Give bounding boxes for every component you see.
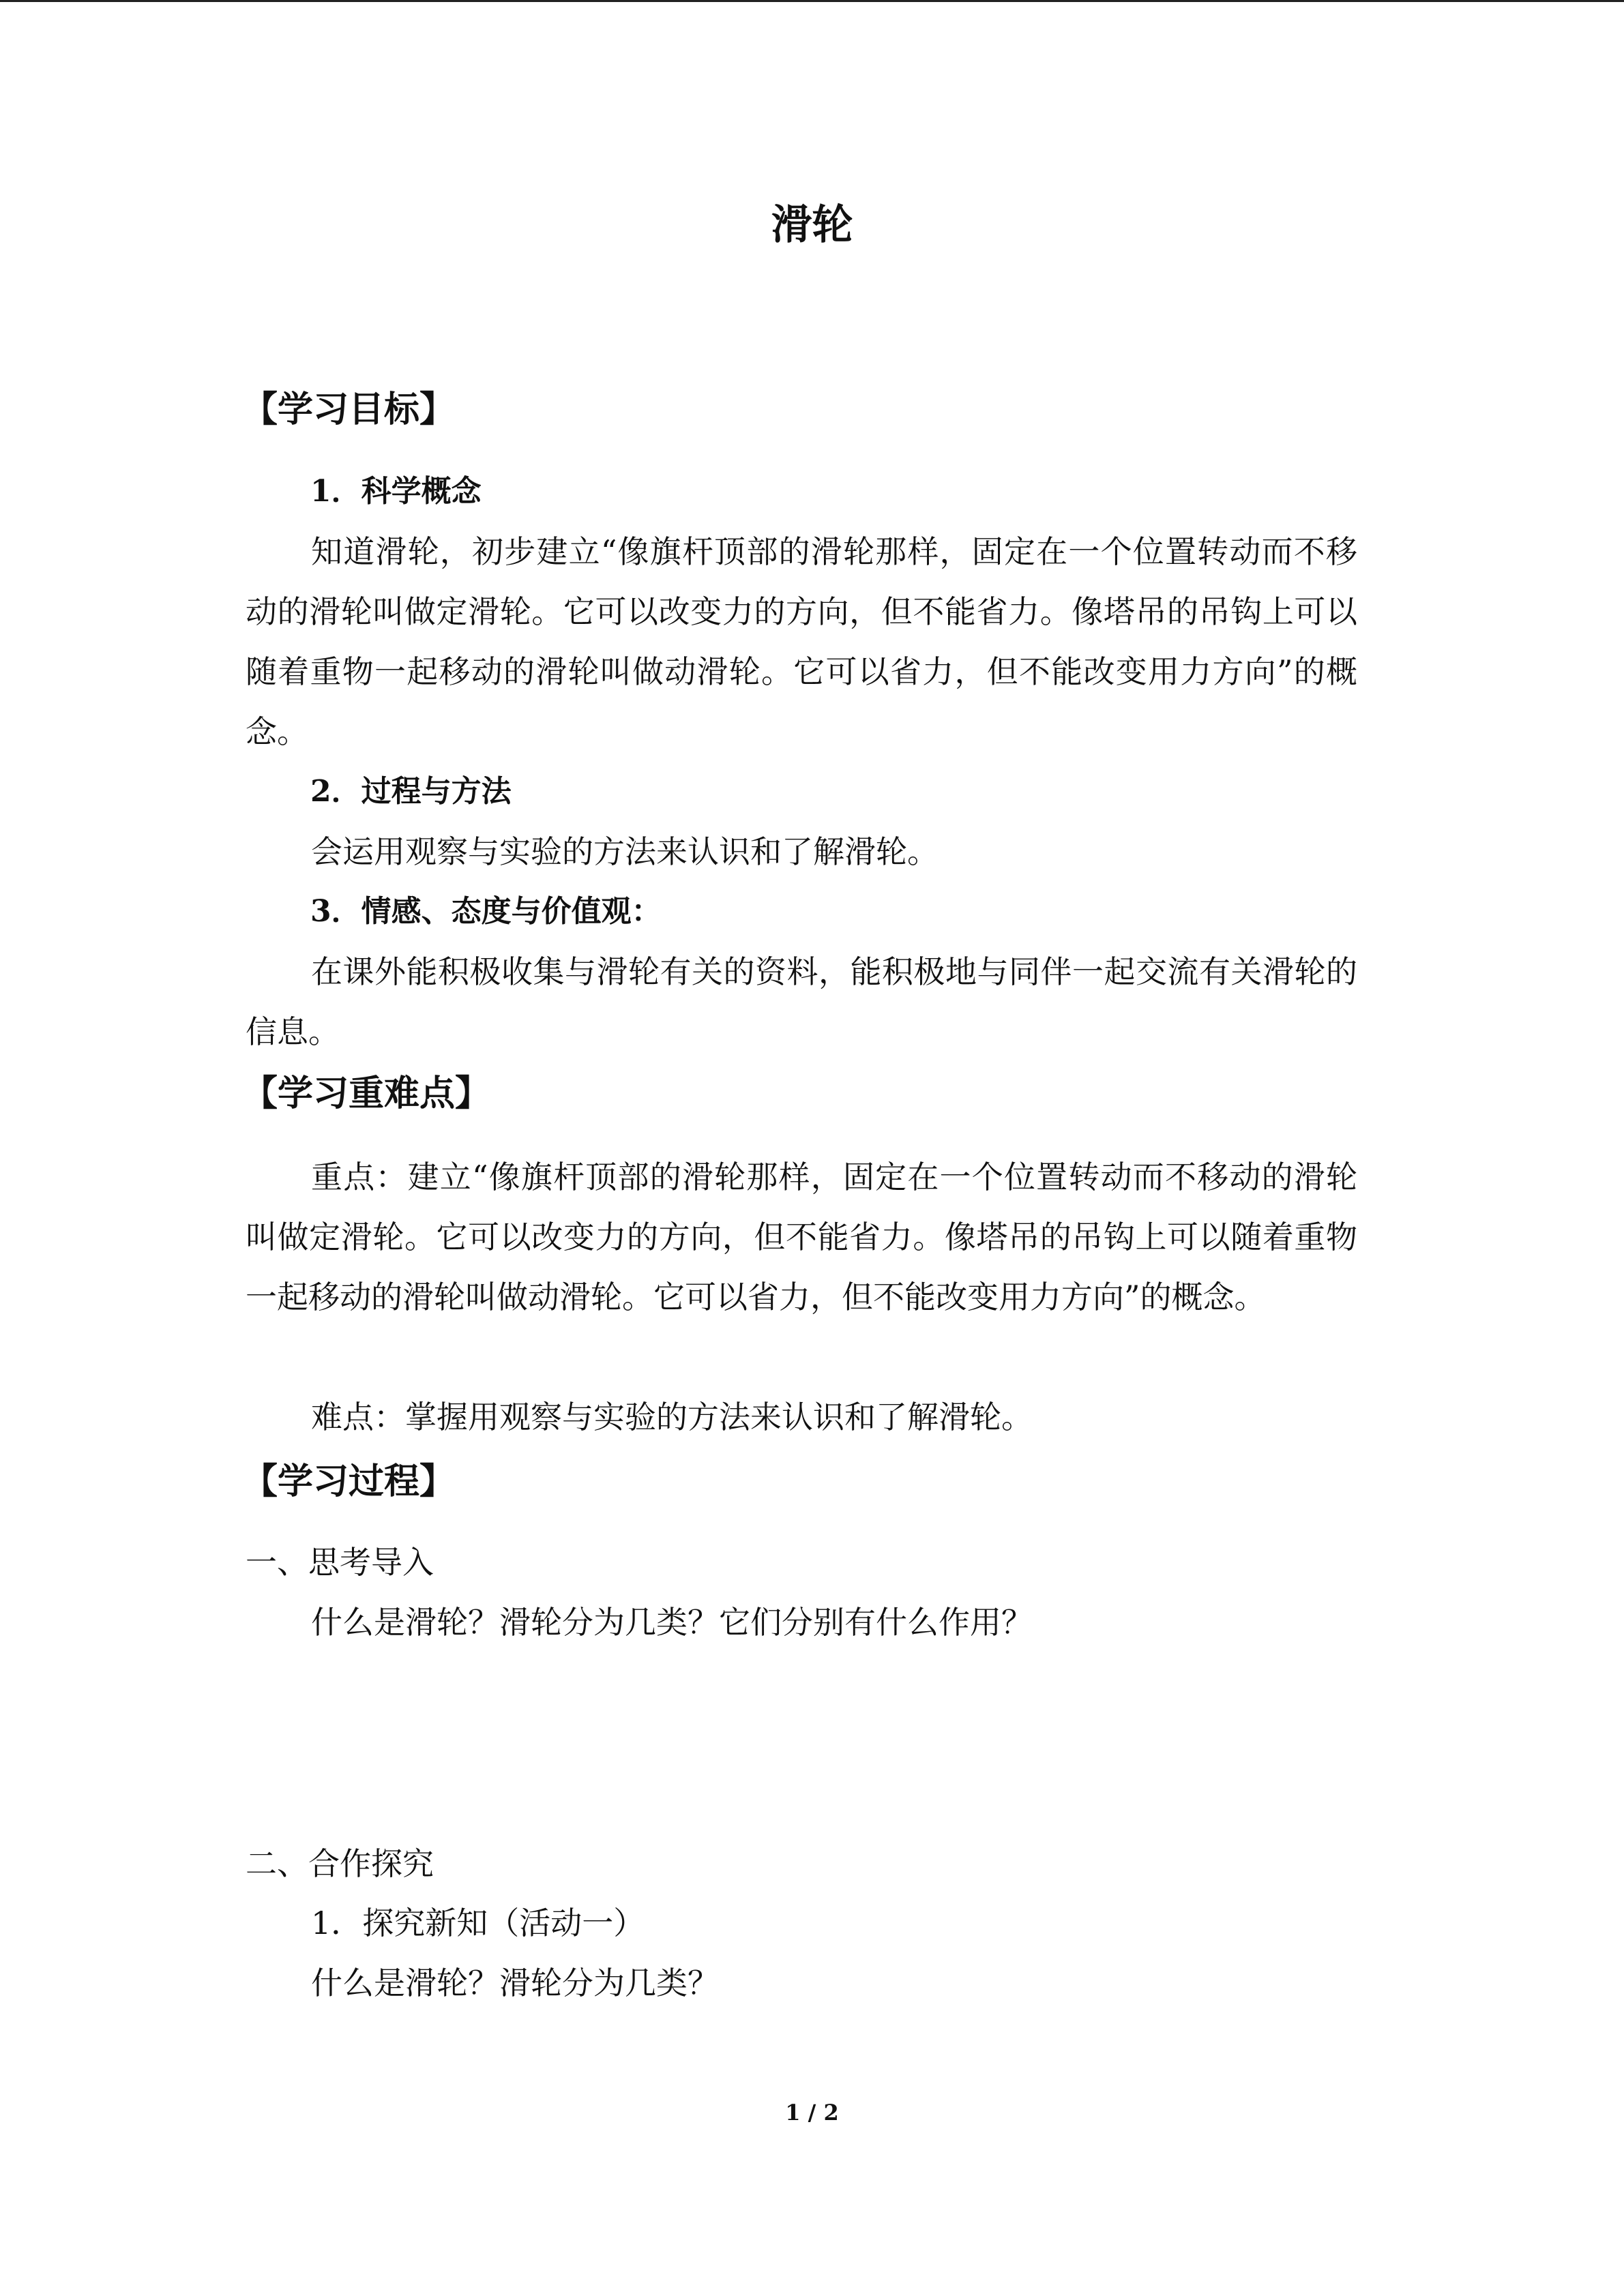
page-top-border bbox=[0, 0, 1624, 2]
section-1-question: 什么是滑轮？滑轮分为几类？它们分别有什么作用？ bbox=[311, 1604, 1033, 1641]
section-2-title: 二、合作探究 bbox=[246, 1845, 434, 1882]
objective-3-text: 在课外能积极收集与滑轮有关的资料，能积极地与同伴一起交流有关滑轮的信息。 bbox=[246, 953, 1357, 1050]
objective-1-text: 知道滑轮，初步建立“像旗杆顶部的滑轮那样，固定在一个位置转动而不移动的滑轮叫做定滑轮。它可以改变力的方向，但不能省力。像塔吊的吊钩上可以随着重物一起移动的滑轮叫做动滑轮。它可以省力，但不能改变用力方向”的概念。 bbox=[246, 533, 1357, 750]
page-title: 滑轮 bbox=[771, 201, 853, 249]
key-points-heading: 【学习重难点】 bbox=[242, 1073, 491, 1114]
process-heading: 【学习过程】 bbox=[242, 1461, 456, 1502]
objective-2-text: 会运用观察与实验的方法来认识和了解滑轮。 bbox=[311, 833, 939, 870]
objective-2-title: 2．过程与方法 bbox=[310, 774, 512, 809]
page-number: 1 / 2 bbox=[785, 2100, 839, 2126]
key-points-difficulty: 难点：掌握用观察与实验的方法来认识和了解滑轮。 bbox=[311, 1399, 1033, 1435]
key-points-focus: 重点：建立“像旗杆顶部的滑轮那样，固定在一个位置转动而不移动的滑轮叫做定滑轮。它可以改变力的方向，但不能省力。像塔吊的吊钩上可以随着重物一起移动的滑轮叫做动滑轮。它可以省力，但不能改变用力方向”的概念。 bbox=[246, 1159, 1357, 1315]
objective-1-title: 1．科学概念 bbox=[310, 474, 482, 509]
section-2-activity: 1．探究新知（活动一） bbox=[311, 1905, 645, 1941]
section-1-title: 一、思考导入 bbox=[246, 1544, 434, 1581]
objective-3-title: 3．情感、态度与价值观： bbox=[310, 894, 662, 929]
objectives-heading: 【学习目标】 bbox=[242, 389, 456, 430]
section-2-question: 什么是滑轮？滑轮分为几类？ bbox=[311, 1965, 719, 2001]
